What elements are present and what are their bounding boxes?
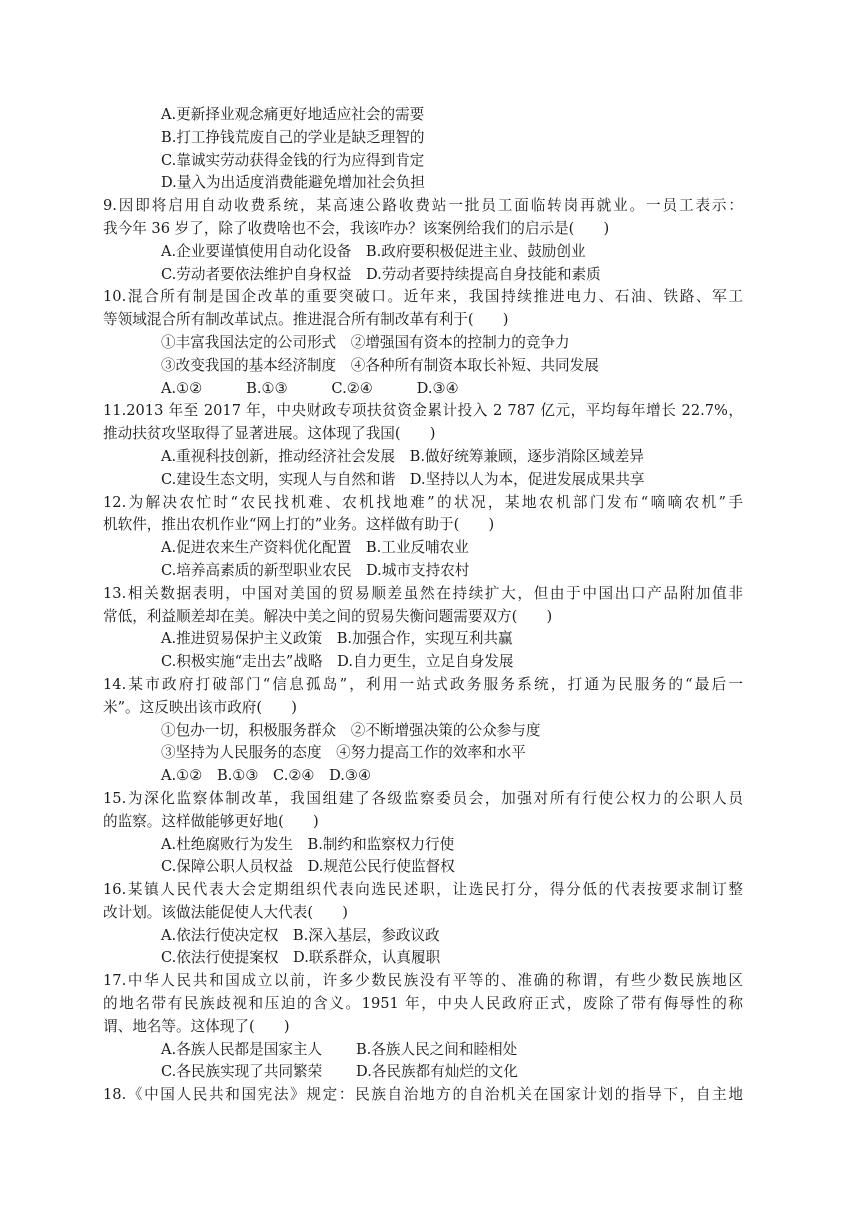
text-line: 10.混合所有制是国企改革的重要突破口。近年来，我国持续推进电力、石油、铁路、军工 xyxy=(103,288,743,306)
text-line: ①包办一切，积极服务群众 ②不断增强决策的公众参与度 xyxy=(161,721,541,739)
text-line: A.促进农来生产资料优化配置 B.工业反哺农业 xyxy=(161,539,469,557)
text-line: 17.中华人民共和国成立以前，许多少数民族没有平等的、准确的称谓，有些少数民族地区 xyxy=(103,972,743,990)
text-line: 18.《中国人民共和国宪法》规定：民族自治地方的自治机关在国家计划的指导下，自主地 xyxy=(103,1086,743,1104)
text-line: C.保障公职人员权益 D.规范公民行使监督权 xyxy=(161,858,455,876)
text-line: ①丰富我国法定的公司形式 ②增强国有资本的控制力的竞争力 xyxy=(161,333,570,351)
text-line: C.各民族实现了共同繁荣 D.各民族都有灿烂的文化 xyxy=(161,1063,518,1081)
text-line: 常低，利益顺差却在美。解决中美之间的贸易失衡问题需要双方( ) xyxy=(103,607,553,625)
text-line: A.重视科技创新，推动经济社会发展 B.做好统筹兼顾，逐步消除区域差异 xyxy=(161,447,644,465)
text-line: 米”。这反映出该市政府( ) xyxy=(103,698,297,716)
text-line: A.①② B.①③ C.②④ D.③④ xyxy=(161,767,372,785)
text-line: B.打工挣钱荒废自己的学业是缺乏理智的 xyxy=(161,128,425,146)
text-line: A.企业要谨慎使用自动化设备 B.政府要积极促进主业、鼓励创业 xyxy=(161,242,586,260)
text-line: 12.为解决农忙时“农民找机难、农机找地难”的状况，某地农机部门发布“嘀嘀农机”手 xyxy=(103,493,743,511)
text-line: C.建设生态文明，实现人与自然和谐 D.坚持以人为本，促进发展成果共享 xyxy=(161,470,645,488)
text-line: 14.某市政府打破部门“信息孤岛”，利用一站式政务服务系统，打通为民服务的“最后一 xyxy=(103,675,743,693)
text-line: C.靠诚实劳动获得金钱的行为应得到肯定 xyxy=(161,151,425,169)
text-line: 等领域混合所有制改革试点。推进混合所有制改革有利于( ) xyxy=(103,311,509,329)
text-line: A.更新择业观念痛更好地适应社会的需要 xyxy=(161,106,425,123)
text-line: A.推进贸易保护主义政策 B.加强合作，实现互利共赢 xyxy=(161,630,513,648)
text-line: 我今年 36 岁了，除了收费啥也不会，我该咋办？该案例给我们的启示是( ) xyxy=(103,219,610,237)
text-line: C.培养高素质的新型职业农民 D.城市支持农村 xyxy=(161,561,470,579)
text-line: 的监察。这样做能够更好地( ) xyxy=(103,812,319,830)
text-line: 改计划。该做法能促使人大代表( ) xyxy=(103,903,348,921)
text-line: C.积极实施“走出去”战略 D.自力更生，立足自身发展 xyxy=(161,653,514,671)
text-line: A.各族人民都是国家主人 B.各族人民之间和睦相处 xyxy=(161,1040,518,1058)
text-line: A.①② B.①③ C.②④ D.③④ xyxy=(161,379,459,397)
text-line: 的地名带有民族歧视和压迫的含义。1951 年，中央人民政府正式，废除了带有侮辱性的称 xyxy=(103,995,743,1013)
text-line: C.依法行使提案权 D.联系群众，认真履职 xyxy=(161,949,441,967)
text-line: 13.相关数据表明，中国对美国的贸易顺差虽然在持续扩大，但由于中国出口产品附加值非 xyxy=(103,584,743,602)
text-line: 9.因即将启用自动收费系统，某高速公路收费站一批员工面临转岗再就业。一员工表示： xyxy=(103,197,743,215)
text-line: ③改变我国的基本经济制度 ④各种所有制资本取长补短、共同发展 xyxy=(161,356,599,374)
question-text-block xyxy=(103,104,743,1107)
text-line: ③坚持为人民服务的态度 ④努力提高工作的效率和水平 xyxy=(161,744,526,762)
text-line: 11.2013 年至 2017 年，中央财政专项扶贫资金累计投入 2 787 亿元，平均每年增长 22.7%， xyxy=(103,402,743,420)
text-line: 16.某镇人民代表大会定期组织代表向选民述职，让选民打分，得分低的代表按要求制订整 xyxy=(103,881,743,899)
text-line: 15.为深化监察体制改革，我国组建了各级监察委员会，加强对所有行使公权力的公职人员 xyxy=(103,789,743,807)
text-line: A.依法行使决定权 B.深入基层，参政议政 xyxy=(161,926,440,944)
text-line: A.杜绝腐败行为发生 B.制约和监察权力行使 xyxy=(161,835,455,853)
text-line: C.劳动者要依法维护自身权益 D.劳动者要持续提高自身技能和素质 xyxy=(161,265,601,283)
text-line: 谓、地名等。这体现了( ) xyxy=(103,1017,290,1035)
text-line: 机软件，推出农机作业“网上打的”业务。这样做有助于( ) xyxy=(103,516,495,534)
text-line: 推动扶贫攻坚取得了显著进展。这体现了我国( ) xyxy=(103,425,436,443)
text-line: D.量入为出适度消费能避免增加社会负担 xyxy=(161,174,425,192)
